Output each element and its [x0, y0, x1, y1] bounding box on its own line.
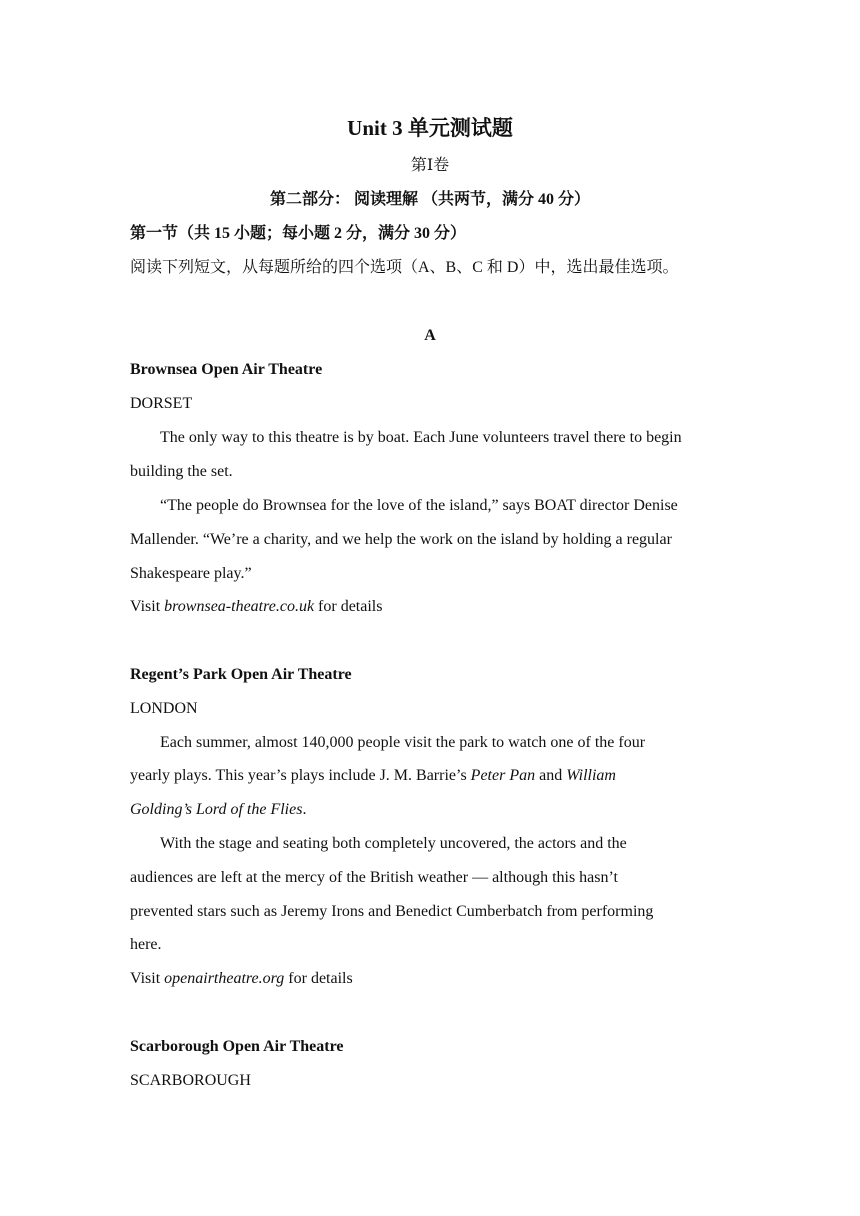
regents-visit-line	[130, 968, 730, 990]
brownsea-paragraph-1-line-1: The only way to this theatre is by boat. Each June volunteers travel there to begin	[160, 429, 682, 446]
scarborough-heading: Scarborough Open Air Theatre	[130, 1038, 344, 1055]
brownsea-visit-url: brownsea-theatre.co.uk	[164, 598, 315, 615]
brownsea-paragraph-2-line-1: “The people do Brownsea for the love of the island,” says BOAT director Denise	[160, 497, 678, 514]
regents-paragraph-2-line-4: here.	[130, 936, 162, 953]
regents-p1-l2-text-a: yearly plays. This year’s plays include J. M. Barrie’s	[130, 767, 471, 784]
part-heading: 第二部分： 阅读理解 （共两节，满分 40 分）	[269, 191, 590, 208]
regents-paragraph-2-line-2: audiences are left at the mercy of the British weather — although this hasn’t	[130, 869, 618, 886]
regents-paragraph-2-line-1: With the stage and seating both completely uncovered, the actors and the	[160, 835, 627, 852]
brownsea-visit-suffix: for details	[314, 598, 383, 615]
brownsea-location: DORSET	[130, 395, 193, 412]
regents-title-lord-of-the-flies: Golding’s Lord of the Flies	[130, 801, 303, 818]
document-title: Unit 3 单元测试题	[347, 116, 513, 140]
regents-title-william: William	[566, 767, 616, 784]
volume-label: 第Ⅰ卷	[410, 157, 450, 174]
section-heading: 第一节（共 15 小题；每小题 2 分，满分 30 分）	[130, 225, 467, 242]
regents-location: LONDON	[130, 700, 198, 717]
regents-p1-l2-text-c: and	[535, 767, 567, 784]
regents-paragraph-1-line-3	[130, 799, 730, 821]
brownsea-paragraph-2-line-2: Mallender. “We’re a charity, and we help the work on the island by holding a regular	[130, 531, 672, 548]
regents-paragraph-1-line-1: Each summer, almost 140,000 people visit the park to watch one of the four	[160, 734, 646, 751]
brownsea-paragraph-1-line-2: building the set.	[130, 463, 233, 480]
document-page	[130, 0, 730, 1216]
regents-heading: Regent’s Park Open Air Theatre	[130, 666, 352, 683]
scarborough-location: SCARBOROUGH	[130, 1072, 251, 1089]
regents-p1-l3-period: .	[302, 801, 307, 818]
regents-title-peter-pan: Peter Pan	[470, 767, 536, 784]
regents-visit-url: openairtheatre.org	[164, 970, 285, 987]
instruction-text: 阅读下列短文，从每题所给的四个选项（A、B、C 和 D）中，选出最佳选项。	[130, 259, 679, 276]
brownsea-paragraph-2-line-3: Shakespeare play.”	[130, 565, 252, 582]
regents-paragraph-1-line-2	[130, 765, 730, 787]
regents-visit-prefix: Visit	[130, 970, 165, 987]
brownsea-heading: Brownsea Open Air Theatre	[130, 361, 323, 378]
passage-label: A	[424, 327, 436, 344]
regents-visit-suffix: for details	[284, 970, 353, 987]
regents-paragraph-2-line-3: prevented stars such as Jeremy Irons and Benedict Cumberbatch from performing	[130, 903, 654, 920]
brownsea-visit-prefix: Visit	[130, 598, 165, 615]
brownsea-visit-line	[130, 596, 730, 618]
